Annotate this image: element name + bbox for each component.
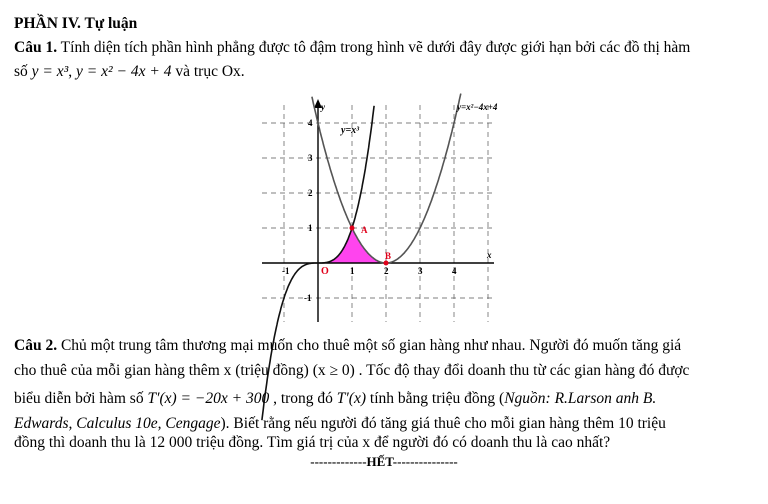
tick-label-x3: 3 xyxy=(418,266,423,276)
question-2-text-3a: biểu diễn bởi hàm số xyxy=(14,390,148,407)
point-a-label: A xyxy=(361,225,368,235)
x-axis-label: x xyxy=(487,250,492,260)
question-2-text-3c: tính bằng triệu đồng ( xyxy=(366,390,505,407)
function-2: y = x² − 4x + 4 xyxy=(76,63,172,80)
question-2-text-4: ). Biết rằng nếu người đó tăng giá thuê cho mỗi gian hàng thêm 10 triệu xyxy=(220,415,666,432)
tick-label-y1: 1 xyxy=(308,223,313,233)
point-b xyxy=(384,261,389,266)
question-1-prefix: số xyxy=(14,63,32,80)
tick-label-x1: 1 xyxy=(350,266,355,276)
question-2-text-3b: , trong đó xyxy=(269,390,337,407)
formula-t-prime-ref: T′(x) xyxy=(336,390,367,407)
question-2-label: Câu 2. xyxy=(14,337,58,354)
tick-label-x2: 2 xyxy=(384,266,389,276)
source-citation-1: Nguồn: R.Larson anh B. xyxy=(504,390,657,407)
question-2-line-5: đồng thì doanh thu là 12 000 triệu đồng. Tìm giá trị của x để người đó có doanh thu là cao nhất? xyxy=(14,434,611,451)
question-2-line-1 xyxy=(14,336,681,355)
question-1-text: Tính diện tích phần hình phẳng được tô đậm trong hình vẽ dưới đây được giới hạn bởi các đồ thị hàm xyxy=(57,39,691,56)
separator: , xyxy=(68,63,77,80)
end-marker: -------------HẾT--------------- xyxy=(310,454,458,469)
source-citation-2: Edwards, Calculus 10e, Cengage xyxy=(14,415,221,432)
grid-lines xyxy=(262,105,492,322)
section-title: PHẦN IV. Tự luận xyxy=(14,15,138,32)
shaded-region xyxy=(318,228,386,263)
question-1-suffix: và trục Ox. xyxy=(171,63,245,80)
question-1-label: Câu 1. xyxy=(14,39,58,56)
tick-label-x-neg1: -1 xyxy=(282,266,290,276)
tick-label-y3: 3 xyxy=(308,153,313,163)
question-2-text-1: Chủ một trung tâm thương mại muốn cho thuê một số gian hàng như nhau. Người đó muốn tăng giá xyxy=(57,337,682,354)
formula-t-prime: T′(x) = −20x + 300 xyxy=(147,390,270,407)
tick-label-y4: 4 xyxy=(308,118,313,128)
y-axis-label: y xyxy=(321,102,325,112)
curve-2-label: y=x²−4x+4 xyxy=(457,102,498,112)
tick-label-x4: 4 xyxy=(452,266,457,276)
question-2-line-2: cho thuê của mỗi gian hàng thêm x (triệu đồng) (x ≥ 0) . Tốc độ thay đổi doanh thu từ các gian hàng đó được xyxy=(14,362,690,379)
question-2-line-3 xyxy=(14,389,656,408)
curve-1-label: y=x³ xyxy=(341,125,360,136)
origin-label: O xyxy=(321,266,329,277)
tick-label-y-neg1: -1 xyxy=(304,293,312,303)
function-1: y = x³ xyxy=(31,63,69,80)
point-b-label: B xyxy=(385,251,392,261)
point-a xyxy=(350,226,355,231)
tick-label-y2: 2 xyxy=(308,188,313,198)
question-2-line-4 xyxy=(14,414,666,433)
axes xyxy=(262,99,494,322)
